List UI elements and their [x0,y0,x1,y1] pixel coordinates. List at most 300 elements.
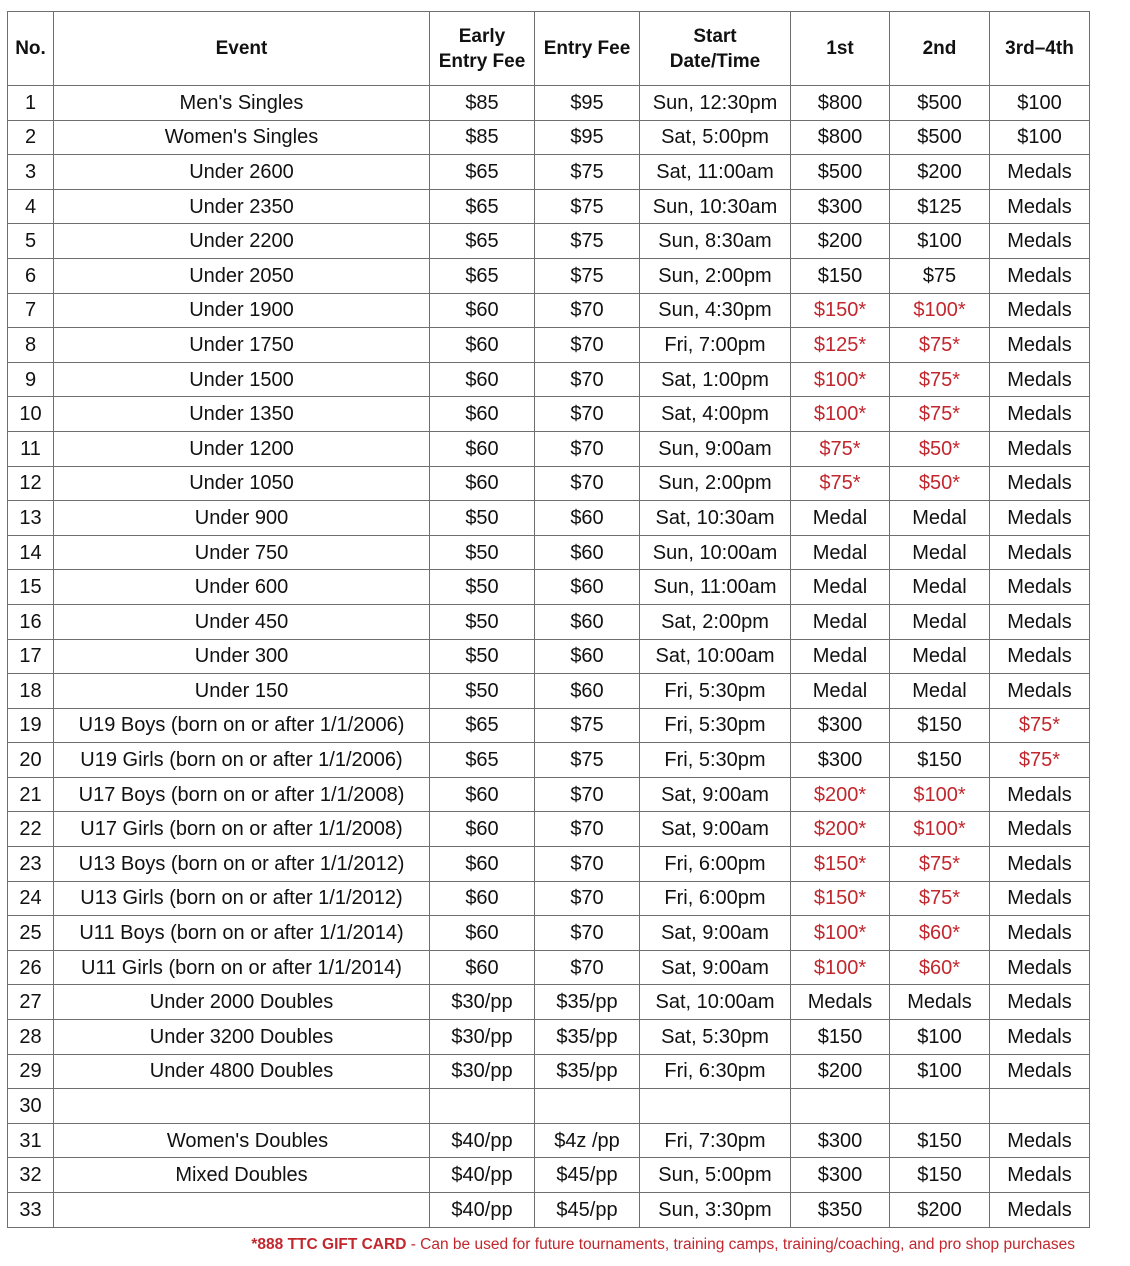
header-early-entry-fee [430,12,535,86]
cell-early-entry-fee: $65 [430,189,535,224]
cell-early-entry-fee: $60 [430,466,535,501]
cell-event: Mixed Doubles [54,1158,430,1193]
cell-no: 6 [8,258,54,293]
footnote-text: - Can be used for future tournaments, training camps, training/coaching, and pro shop purchases [406,1236,1075,1253]
cell-entry-fee: $60 [535,570,640,605]
cell-no: 20 [8,743,54,778]
cell-first-prize: $100* [791,916,890,951]
table-row [8,1193,1090,1228]
cell-no: 27 [8,985,54,1020]
cell-no: 13 [8,501,54,536]
cell-entry-fee: $35/pp [535,985,640,1020]
cell-event: U11 Girls (born on or after 1/1/2014) [54,950,430,985]
cell-early-entry-fee: $50 [430,535,535,570]
cell-third-fourth-prize: Medals [990,570,1090,605]
events-table [7,11,1090,1228]
cell-second-prize: Medals [890,985,990,1020]
header-early-line1: Early [458,25,506,47]
header-event: Event [54,12,430,86]
cell-event: Under 4800 Doubles [54,1054,430,1089]
cell-first-prize: Medal [791,535,890,570]
table-row [8,570,1090,605]
cell-event: Under 1750 [54,328,430,363]
cell-second-prize: $200 [890,1193,990,1228]
cell-third-fourth-prize: Medals [990,362,1090,397]
cell-third-fourth-prize: Medals [990,847,1090,882]
cell-early-entry-fee: $65 [430,258,535,293]
cell-entry-fee: $35/pp [535,1020,640,1055]
table-row [8,466,1090,501]
cell-entry-fee: $70 [535,397,640,432]
cell-early-entry-fee: $50 [430,639,535,674]
cell-third-fourth-prize: Medals [990,155,1090,190]
table-row [8,362,1090,397]
cell-second-prize: $75* [890,881,990,916]
cell-entry-fee: $75 [535,155,640,190]
cell-no: 14 [8,535,54,570]
cell-early-entry-fee: $60 [430,847,535,882]
cell-first-prize: $100* [791,362,890,397]
cell-early-entry-fee: $60 [430,328,535,363]
cell-first-prize: $350 [791,1193,890,1228]
cell-entry-fee [535,1089,640,1124]
header-third-fourth-prize: 3rd–4th [990,12,1090,86]
cell-first-prize: $300 [791,743,890,778]
cell-entry-fee: $75 [535,189,640,224]
cell-entry-fee: $70 [535,950,640,985]
cell-third-fourth-prize: Medals [990,189,1090,224]
cell-entry-fee: $60 [535,604,640,639]
cell-start-date-time: Sun, 3:30pm [640,1193,791,1228]
cell-event: U17 Girls (born on or after 1/1/2008) [54,812,430,847]
cell-no: 11 [8,431,54,466]
cell-first-prize [791,1089,890,1124]
cell-no: 19 [8,708,54,743]
cell-third-fourth-prize: Medals [990,1020,1090,1055]
cell-second-prize: $150 [890,743,990,778]
cell-start-date-time: Sun, 11:00am [640,570,791,605]
table-row [8,847,1090,882]
header-start-date-time [640,12,791,86]
cell-second-prize [890,1089,990,1124]
cell-second-prize: $50* [890,466,990,501]
cell-early-entry-fee: $40/pp [430,1123,535,1158]
cell-third-fourth-prize: Medals [990,328,1090,363]
cell-start-date-time: Sat, 5:30pm [640,1020,791,1055]
cell-entry-fee: $75 [535,224,640,259]
table-row [8,743,1090,778]
cell-entry-fee: $4z /pp [535,1123,640,1158]
cell-early-entry-fee: $65 [430,224,535,259]
cell-start-date-time: Fri, 5:30pm [640,708,791,743]
table-row [8,535,1090,570]
cell-no: 1 [8,86,54,121]
cell-entry-fee: $95 [535,120,640,155]
cell-early-entry-fee: $60 [430,812,535,847]
cell-third-fourth-prize: Medals [990,431,1090,466]
cell-first-prize: Medals [791,985,890,1020]
cell-second-prize: $75 [890,258,990,293]
cell-no: 10 [8,397,54,432]
cell-entry-fee: $70 [535,466,640,501]
cell-first-prize: Medal [791,674,890,709]
cell-event: Under 1050 [54,466,430,501]
cell-event: Under 1350 [54,397,430,432]
table-row [8,397,1090,432]
cell-second-prize: Medal [890,535,990,570]
cell-first-prize: $200 [791,1054,890,1089]
cell-second-prize: $150 [890,708,990,743]
cell-first-prize: $75* [791,431,890,466]
table-row [8,328,1090,363]
cell-event: Women's Singles [54,120,430,155]
cell-second-prize: $100* [890,777,990,812]
cell-event: U13 Girls (born on or after 1/1/2012) [54,881,430,916]
cell-first-prize: Medal [791,570,890,605]
cell-event: Under 150 [54,674,430,709]
cell-second-prize: $75* [890,847,990,882]
gift-card-footnote [251,1236,1075,1254]
cell-start-date-time: Sat, 10:00am [640,639,791,674]
cell-start-date-time: Sun, 2:00pm [640,466,791,501]
cell-early-entry-fee: $65 [430,743,535,778]
cell-event: U11 Boys (born on or after 1/1/2014) [54,916,430,951]
cell-start-date-time: Sat, 11:00am [640,155,791,190]
cell-third-fourth-prize: Medals [990,1054,1090,1089]
cell-early-entry-fee: $65 [430,708,535,743]
cell-no: 32 [8,1158,54,1193]
cell-first-prize: $150 [791,1020,890,1055]
cell-start-date-time: Fri, 5:30pm [640,743,791,778]
cell-second-prize: $100 [890,1020,990,1055]
cell-early-entry-fee: $40/pp [430,1193,535,1228]
table-row [8,1020,1090,1055]
cell-second-prize: $100* [890,812,990,847]
cell-second-prize: $75* [890,328,990,363]
cell-no: 22 [8,812,54,847]
cell-early-entry-fee: $65 [430,155,535,190]
cell-third-fourth-prize: Medals [990,674,1090,709]
cell-second-prize: $150 [890,1123,990,1158]
cell-first-prize: $500 [791,155,890,190]
cell-second-prize: $100 [890,1054,990,1089]
cell-event: Under 2200 [54,224,430,259]
table-row [8,985,1090,1020]
cell-third-fourth-prize: Medals [990,639,1090,674]
cell-entry-fee: $35/pp [535,1054,640,1089]
cell-third-fourth-prize: Medals [990,397,1090,432]
cell-early-entry-fee: $30/pp [430,1020,535,1055]
cell-event: U13 Boys (born on or after 1/1/2012) [54,847,430,882]
cell-entry-fee: $70 [535,847,640,882]
cell-start-date-time: Fri, 6:00pm [640,881,791,916]
cell-first-prize: $100* [791,950,890,985]
cell-start-date-time: Sun, 10:00am [640,535,791,570]
cell-third-fourth-prize: Medals [990,293,1090,328]
cell-third-fourth-prize: $100 [990,120,1090,155]
cell-third-fourth-prize: Medals [990,881,1090,916]
cell-start-date-time: Sat, 9:00am [640,812,791,847]
cell-second-prize: $75* [890,362,990,397]
cell-third-fourth-prize: Medals [990,985,1090,1020]
cell-start-date-time: Fri, 5:30pm [640,674,791,709]
header-second-prize: 2nd [890,12,990,86]
cell-no: 31 [8,1123,54,1158]
cell-first-prize: $300 [791,1158,890,1193]
cell-no: 30 [8,1089,54,1124]
cell-third-fourth-prize: $100 [990,86,1090,121]
cell-third-fourth-prize: $75* [990,708,1090,743]
cell-early-entry-fee: $50 [430,674,535,709]
table-row [8,639,1090,674]
cell-second-prize: $75* [890,397,990,432]
cell-event [54,1193,430,1228]
cell-early-entry-fee: $60 [430,293,535,328]
cell-third-fourth-prize: Medals [990,1193,1090,1228]
cell-start-date-time [640,1089,791,1124]
header-entry-fee: Entry Fee [535,12,640,86]
header-start-line2: Date/Time [669,50,761,72]
cell-no: 21 [8,777,54,812]
header-first-prize: 1st [791,12,890,86]
cell-event: Under 2000 Doubles [54,985,430,1020]
cell-start-date-time: Sat, 2:00pm [640,604,791,639]
table-row [8,120,1090,155]
cell-early-entry-fee: $60 [430,916,535,951]
cell-second-prize: $200 [890,155,990,190]
cell-first-prize: $200* [791,812,890,847]
cell-event: Under 750 [54,535,430,570]
cell-start-date-time: Sun, 2:00pm [640,258,791,293]
cell-start-date-time: Sat, 9:00am [640,777,791,812]
cell-second-prize: Medal [890,604,990,639]
cell-first-prize: $125* [791,328,890,363]
cell-entry-fee: $70 [535,881,640,916]
table-row [8,155,1090,190]
cell-second-prize: $100* [890,293,990,328]
cell-first-prize: $150* [791,847,890,882]
cell-third-fourth-prize: Medals [990,466,1090,501]
cell-event: U19 Boys (born on or after 1/1/2006) [54,708,430,743]
cell-no: 12 [8,466,54,501]
cell-third-fourth-prize: Medals [990,777,1090,812]
cell-second-prize: $50* [890,431,990,466]
table-row [8,1123,1090,1158]
table-row [8,293,1090,328]
cell-start-date-time: Sat, 9:00am [640,950,791,985]
cell-third-fourth-prize: Medals [990,950,1090,985]
cell-early-entry-fee: $85 [430,86,535,121]
cell-event: Under 600 [54,570,430,605]
cell-entry-fee: $70 [535,916,640,951]
cell-entry-fee: $60 [535,535,640,570]
cell-no: 18 [8,674,54,709]
table-row [8,1158,1090,1193]
cell-early-entry-fee: $85 [430,120,535,155]
cell-no: 23 [8,847,54,882]
cell-third-fourth-prize: Medals [990,1158,1090,1193]
cell-no: 9 [8,362,54,397]
cell-no: 29 [8,1054,54,1089]
table-body [8,86,1090,1228]
cell-start-date-time: Sat, 10:30am [640,501,791,536]
cell-first-prize: $300 [791,189,890,224]
cell-first-prize: $150* [791,881,890,916]
cell-start-date-time: Sat, 10:00am [640,985,791,1020]
cell-third-fourth-prize: Medals [990,535,1090,570]
cell-event: U17 Boys (born on or after 1/1/2008) [54,777,430,812]
cell-event: Under 2350 [54,189,430,224]
cell-start-date-time: Sun, 8:30am [640,224,791,259]
cell-start-date-time: Sat, 9:00am [640,916,791,951]
table-row [8,501,1090,536]
cell-no: 5 [8,224,54,259]
cell-early-entry-fee: $60 [430,777,535,812]
cell-start-date-time: Sun, 10:30am [640,189,791,224]
cell-first-prize: $150 [791,258,890,293]
cell-second-prize: $500 [890,86,990,121]
cell-first-prize: Medal [791,501,890,536]
table-row [8,258,1090,293]
cell-first-prize: $800 [791,120,890,155]
table-row [8,812,1090,847]
cell-early-entry-fee: $60 [430,362,535,397]
table-row [8,189,1090,224]
cell-no: 33 [8,1193,54,1228]
cell-second-prize: Medal [890,674,990,709]
cell-start-date-time: Fri, 7:30pm [640,1123,791,1158]
cell-third-fourth-prize: Medals [990,604,1090,639]
cell-event [54,1089,430,1124]
cell-start-date-time: Sun, 12:30pm [640,86,791,121]
cell-start-date-time: Fri, 7:00pm [640,328,791,363]
cell-third-fourth-prize: Medals [990,224,1090,259]
cell-second-prize: $150 [890,1158,990,1193]
cell-first-prize: $200 [791,224,890,259]
cell-no: 2 [8,120,54,155]
cell-third-fourth-prize: Medals [990,916,1090,951]
cell-start-date-time: Sun, 4:30pm [640,293,791,328]
cell-entry-fee: $75 [535,743,640,778]
table-row [8,674,1090,709]
cell-event: Under 1200 [54,431,430,466]
cell-entry-fee: $70 [535,328,640,363]
cell-no: 25 [8,916,54,951]
cell-start-date-time: Fri, 6:30pm [640,1054,791,1089]
table-row [8,224,1090,259]
cell-no: 15 [8,570,54,605]
cell-entry-fee: $60 [535,501,640,536]
cell-early-entry-fee: $40/pp [430,1158,535,1193]
cell-event: Under 1500 [54,362,430,397]
cell-event: Under 3200 Doubles [54,1020,430,1055]
cell-early-entry-fee: $30/pp [430,985,535,1020]
cell-second-prize: $125 [890,189,990,224]
table-row [8,604,1090,639]
cell-second-prize: Medal [890,639,990,674]
cell-no: 24 [8,881,54,916]
cell-early-entry-fee: $60 [430,881,535,916]
cell-event: Under 1900 [54,293,430,328]
cell-early-entry-fee: $50 [430,570,535,605]
cell-no: 8 [8,328,54,363]
cell-early-entry-fee: $50 [430,501,535,536]
cell-event: Under 900 [54,501,430,536]
cell-third-fourth-prize: Medals [990,812,1090,847]
table-row [8,916,1090,951]
cell-first-prize: $200* [791,777,890,812]
cell-start-date-time: Fri, 6:00pm [640,847,791,882]
table-row [8,1054,1090,1089]
table-row [8,1089,1090,1124]
cell-first-prize: Medal [791,639,890,674]
cell-entry-fee: $70 [535,431,640,466]
cell-start-date-time: Sat, 5:00pm [640,120,791,155]
cell-first-prize: $75* [791,466,890,501]
cell-entry-fee: $45/pp [535,1158,640,1193]
cell-event: Under 300 [54,639,430,674]
cell-entry-fee: $75 [535,258,640,293]
cell-second-prize: $60* [890,950,990,985]
cell-entry-fee: $70 [535,812,640,847]
cell-first-prize: $150* [791,293,890,328]
cell-second-prize: Medal [890,501,990,536]
cell-entry-fee: $70 [535,362,640,397]
cell-no: 26 [8,950,54,985]
table-row [8,777,1090,812]
cell-second-prize: $100 [890,224,990,259]
cell-early-entry-fee [430,1089,535,1124]
cell-event: Under 450 [54,604,430,639]
cell-event: Men's Singles [54,86,430,121]
table-row [8,950,1090,985]
cell-start-date-time: Sat, 1:00pm [640,362,791,397]
cell-first-prize: $800 [791,86,890,121]
table-row [8,881,1090,916]
cell-third-fourth-prize: Medals [990,501,1090,536]
cell-entry-fee: $75 [535,708,640,743]
cell-event: Under 2600 [54,155,430,190]
cell-event: U19 Girls (born on or after 1/1/2006) [54,743,430,778]
table-row [8,431,1090,466]
table-header-row [8,12,1090,86]
cell-second-prize: $60* [890,916,990,951]
cell-no: 4 [8,189,54,224]
cell-entry-fee: $95 [535,86,640,121]
cell-second-prize: Medal [890,570,990,605]
cell-entry-fee: $70 [535,293,640,328]
cell-entry-fee: $60 [535,674,640,709]
cell-second-prize: $500 [890,120,990,155]
cell-early-entry-fee: $60 [430,397,535,432]
header-early-line2: Entry Fee [438,50,526,72]
cell-third-fourth-prize [990,1089,1090,1124]
cell-no: 3 [8,155,54,190]
cell-first-prize: $300 [791,1123,890,1158]
cell-third-fourth-prize: Medals [990,258,1090,293]
table-row [8,86,1090,121]
cell-no: 16 [8,604,54,639]
cell-early-entry-fee: $50 [430,604,535,639]
cell-entry-fee: $70 [535,777,640,812]
header-start-line1: Start [693,25,737,47]
cell-early-entry-fee: $60 [430,950,535,985]
cell-no: 17 [8,639,54,674]
cell-first-prize: $300 [791,708,890,743]
footnote-title: *888 TTC GIFT CARD [251,1236,407,1253]
header-no: No. [8,12,54,86]
cell-third-fourth-prize: Medals [990,1123,1090,1158]
